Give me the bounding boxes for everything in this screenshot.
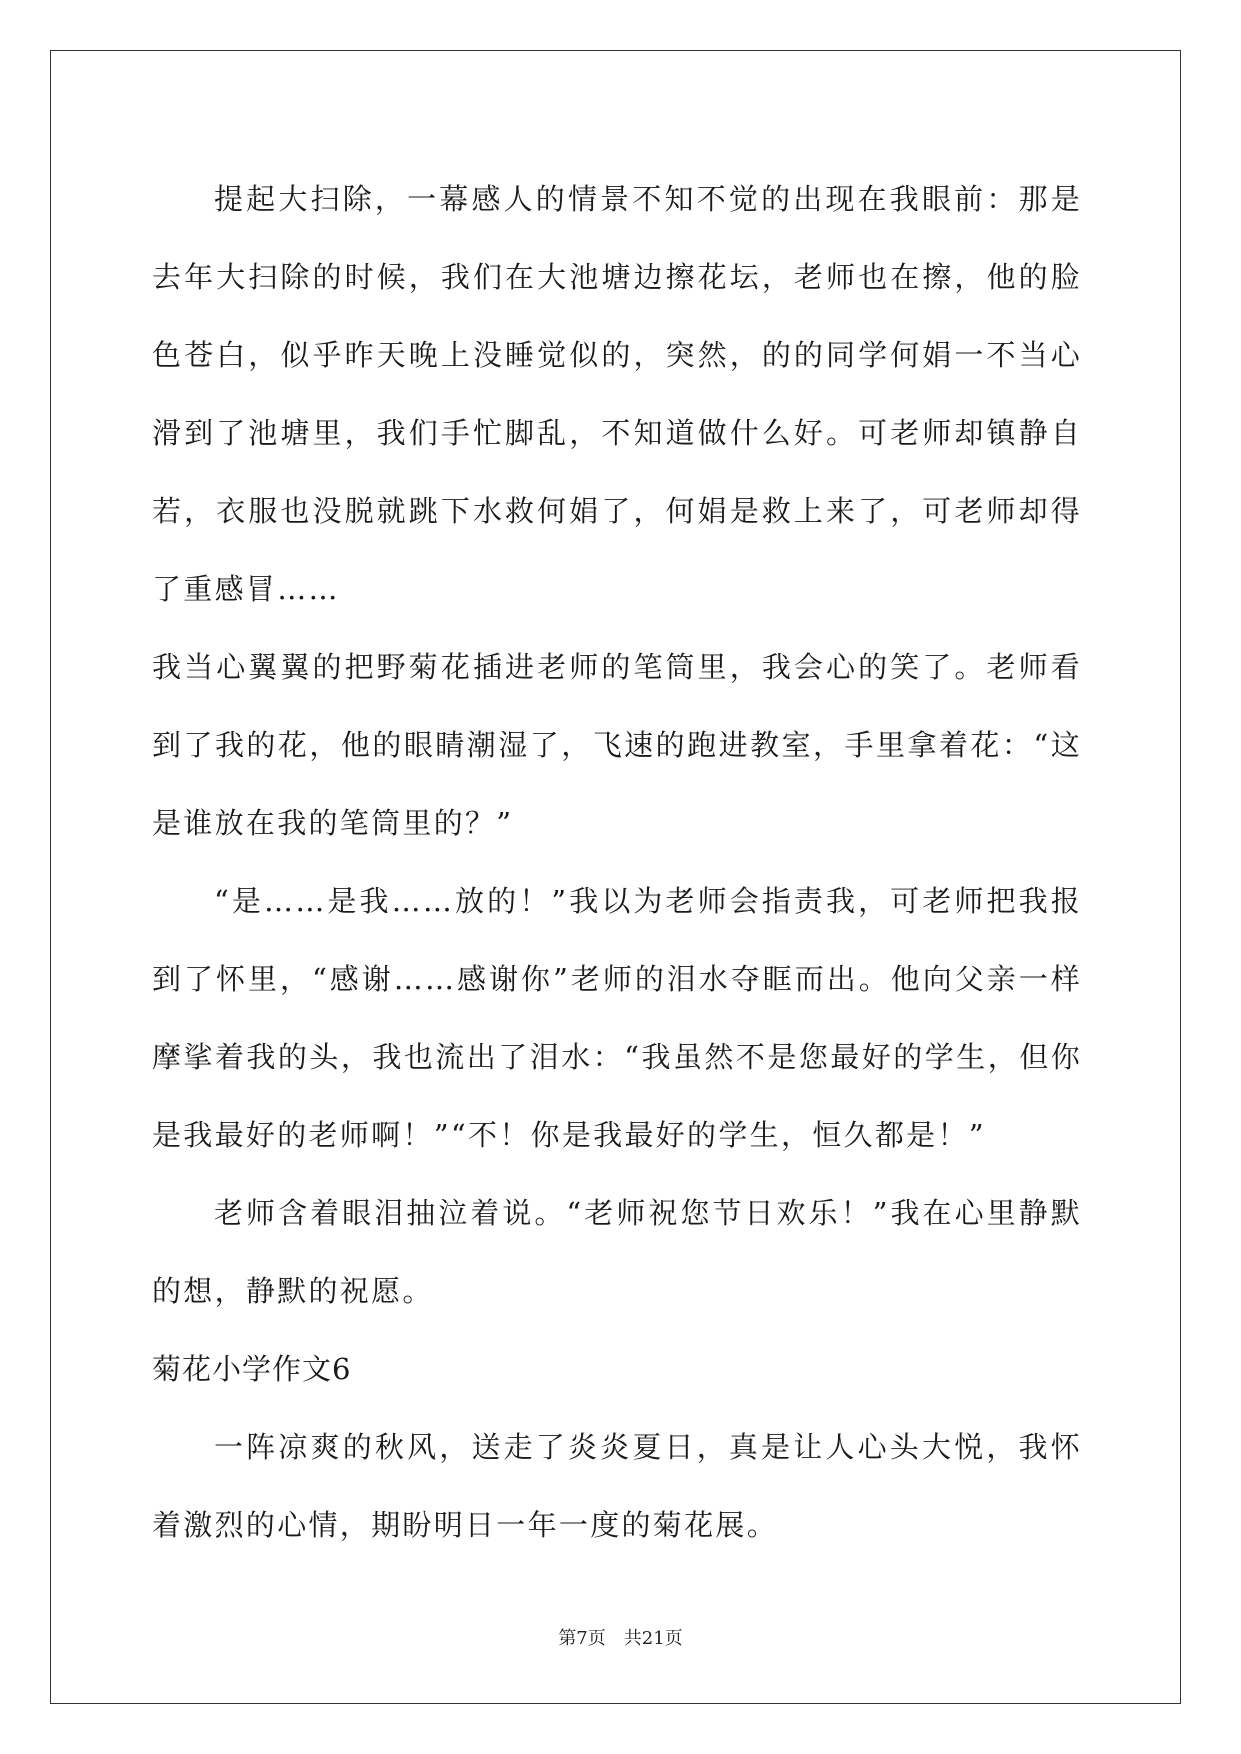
page-total: 共21页: [623, 1628, 683, 1649]
paragraph-5: 一阵凉爽的秋风，送走了炎炎夏日，真是让人心头大悦，我怀着激烈的心情，期盼明日一年一度的菊花展。: [152, 1430, 1082, 1542]
paragraph-3: “是……是我……放的！”我以为老师会指责我，可老师把我报到了怀里，“感谢……感谢你”老师的泪水夺眶而出。他向父亲一样摩挲着我的头，我也流出了泪水：“我虽然不是您最好的学生，但你是我最好的老师啊！”“不！你是我最好的学生，恒久都是！”: [152, 884, 1082, 1152]
paragraph-2: 我当心翼翼的把野菊花插进老师的笔筒里，我会心的笑了。老师看到了我的花，他的眼睛潮湿了，飞速的跑进教室，手里拿着花：“这是谁放在我的笔筒里的？”: [152, 650, 1082, 840]
section-heading: 菊花小学作文6: [152, 1352, 352, 1386]
page-number: 第7页: [558, 1628, 606, 1649]
document-body: [152, 160, 1082, 1564]
paragraph-4: 老师含着眼泪抽泣着说。“老师祝您节日欢乐！”我在心里静默的想，静默的祝愿。: [152, 1196, 1082, 1308]
page-footer: [0, 1624, 1241, 1650]
paragraph-1: 提起大扫除，一幕感人的情景不知不觉的出现在我眼前：那是去年大扫除的时候，我们在大池塘边擦花坛，老师也在擦，他的脸色苍白，似乎昨天晚上没睡觉似的，突然，的的同学何娟一不当心滑到了池塘里，我们手忙脚乱，不知道做什么好。可老师却镇静自若，衣服也没脱就跳下水救何娟了，何娟是救上来了，可老师却得了重感冒……: [152, 182, 1082, 606]
